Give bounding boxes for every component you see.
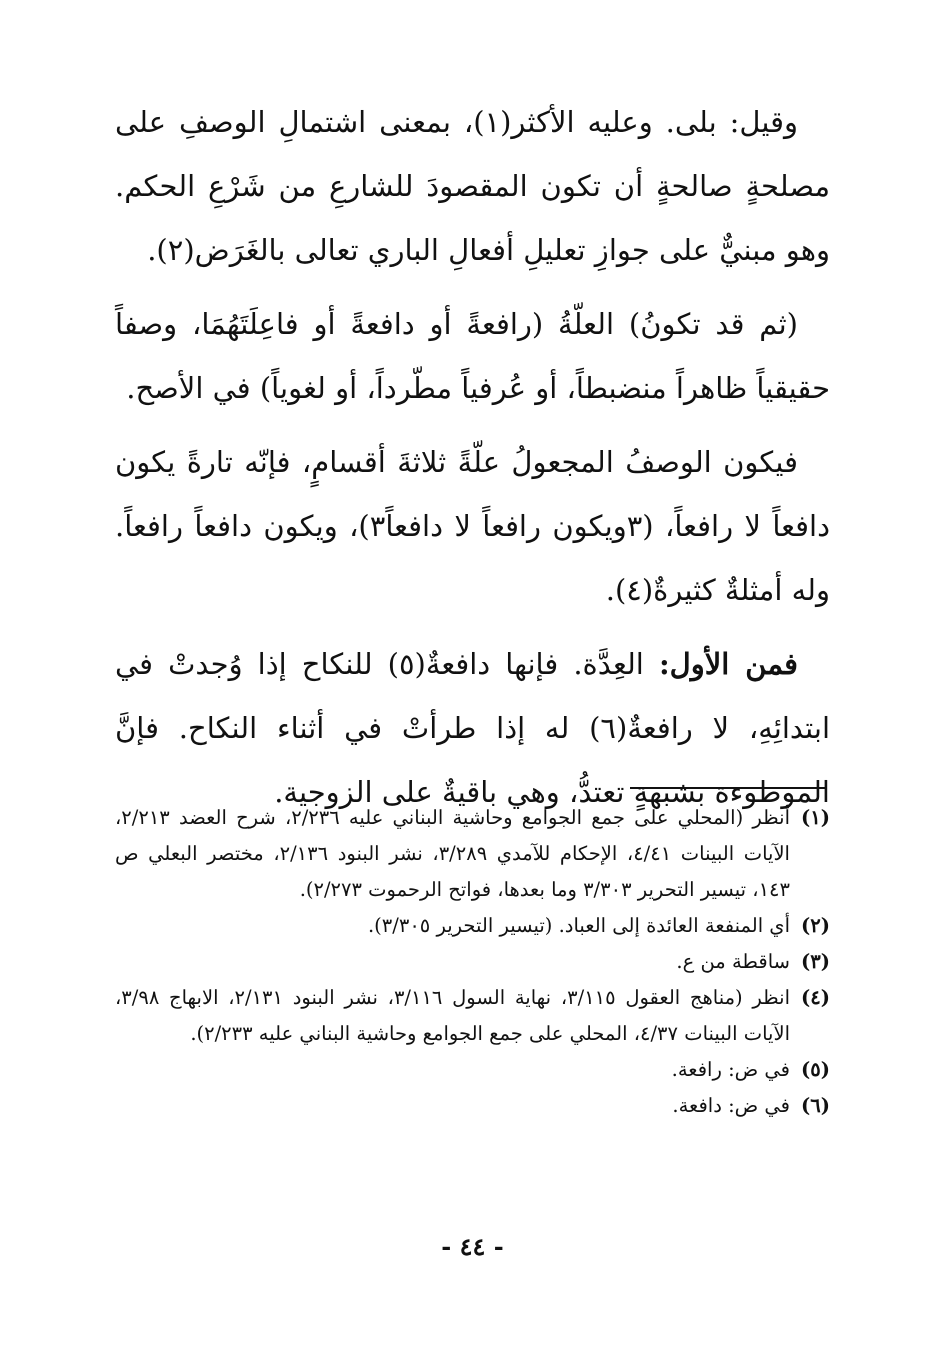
footnote-number: (٥) bbox=[801, 1058, 830, 1081]
footnote-text: أي المنفعة العائدة إلى العباد. (تيسير التحرير ٣/٣٠٥). bbox=[367, 914, 790, 937]
paragraph-3 bbox=[115, 430, 830, 622]
main-text bbox=[115, 90, 830, 834]
footnote-1 bbox=[115, 800, 830, 908]
footnote-text: ساقطة من ع. bbox=[676, 950, 790, 973]
paragraph-3-text: فيكون الوصفُ المجعولُ علّةً ثلاثةَ أقسامٍ، فإنّه تارةً يكون دافعاً لا رافعاً، (٣ويكون رافعاً لا دافعاً٣)، ويكون دافعاً رافعاً. وله أمثلةٌ كثيرةٌ(٤). bbox=[115, 445, 830, 607]
footnote-text: في ض: رافعة. bbox=[671, 1058, 790, 1081]
footnote-6 bbox=[115, 1088, 830, 1124]
paragraph-2 bbox=[115, 292, 830, 420]
page-number: - ٤٤ - bbox=[441, 1232, 504, 1261]
footnote-number: (١) bbox=[801, 806, 830, 829]
footnote-5 bbox=[115, 1052, 830, 1088]
footnote-number: (٦) bbox=[801, 1094, 830, 1117]
paragraph-1-text: وقيل: بلى. وعليه الأكثر(١)، بمعنى اشتمالِ الوصفِ على مصلحةٍ صالحةٍ أن تكون المقصودَ للشارعِ من شَرْعِ الحكم. وهو مبنيٌّ على جوازِ تعليلِ أفعالِ الباري تعالى بالغَرَض(٢). bbox=[115, 105, 830, 267]
paragraph-1 bbox=[115, 90, 830, 282]
footnote-number: (٤) bbox=[801, 986, 830, 1009]
footnote-separator bbox=[630, 787, 827, 789]
footnotes bbox=[115, 800, 830, 1124]
footnote-text: في ض: دافعة. bbox=[672, 1094, 790, 1117]
paragraph-4 bbox=[115, 632, 830, 824]
footnote-3 bbox=[115, 944, 830, 980]
footnote-text: أنظر (المحلي على جمع الجوامع وحاشية البناني عليه ٢/٢٣٦، شرح العضد ٢/٢١٣، الآيات البينات ٤/٤١، الإحكام للآمدي ٣/٢٨٩، نشر البنود ٢/١٣٦، مختصر البعلي ص ١٤٣، تيسير التحرير ٣/٣٠٣ وما بعدها، فواتح الرحموت ٢/٢٧٣). bbox=[115, 806, 790, 901]
paragraph-4-text: العِدَّة. فإنها دافعةٌ(٥) للنكاح إذا وُجدتْ في ابتدائِهِ، لا رافعةٌ(٦) له إذا طرأتْ في أثناء النكاح. فإنَّ الموطوءة بشبهةٍ تعتدُّ، وهي باقيةٌ على الزوجية. bbox=[115, 647, 831, 809]
footnote-4 bbox=[115, 980, 830, 1052]
footnote-number: (٣) bbox=[801, 950, 830, 973]
footnote-2 bbox=[115, 908, 830, 944]
paragraph-4-lead: فمن الأول: bbox=[658, 647, 798, 681]
paragraph-2-text: (ثم قد تكونُ) العلّةُ (رافعةً أو دافعةً أو فاعِلَتَهُمَا، وصفاً حقيقياً ظاهراً منضبطاً، أو عُرفياً مطّرداً، أو لغوياً) في الأصح. bbox=[115, 307, 830, 405]
footnote-text: انظر (مناهج العقول ٣/١١٥، نهاية السول ٣/١١٦، نشر البنود ٢/١٣١، الابهاج ٣/٩٨، الآيات البينات ٤/٣٧، المحلي على جمع الجوامع وحاشية البناني عليه ٢/٢٣٣). bbox=[115, 986, 790, 1045]
footnote-number: (٢) bbox=[801, 914, 830, 937]
